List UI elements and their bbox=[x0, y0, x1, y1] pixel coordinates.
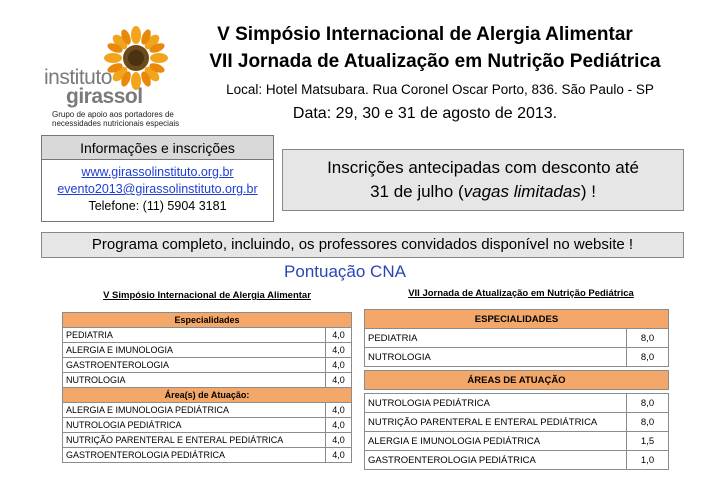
row-value: 4,0 bbox=[326, 328, 352, 343]
row-label: PEDIATRIA bbox=[63, 328, 326, 343]
sunflower-icon bbox=[104, 26, 168, 90]
table2-title: VII Jornada de Atualização em Nutrição Pediátrica bbox=[408, 288, 634, 299]
row-value: 4,0 bbox=[326, 373, 352, 388]
logo-word-girassol: girassol bbox=[66, 85, 143, 108]
table2-section-specialties: ESPECIALIDADES bbox=[365, 310, 669, 329]
table-row bbox=[63, 358, 352, 373]
table-row bbox=[63, 328, 352, 343]
row-value: 4,0 bbox=[326, 403, 352, 418]
program-notice: Programa completo, incluindo, os professores convidados disponível no website ! bbox=[41, 232, 684, 258]
row-label: NUTROLOGIA bbox=[63, 373, 326, 388]
info-heading: Informações e inscrições bbox=[42, 136, 273, 160]
event-title-jornada: VII Jornada de Atualização em Nutrição Pediátrica bbox=[209, 51, 661, 72]
table-jornada-points bbox=[364, 309, 669, 470]
row-label: ALERGIA E IMUNOLOGIA PEDIÁTRICA bbox=[63, 403, 326, 418]
info-box bbox=[41, 135, 274, 222]
row-value: 8,0 bbox=[627, 413, 669, 432]
row-value: 4,0 bbox=[326, 343, 352, 358]
row-label: NUTROLOGIA PEDIÁTRICA bbox=[365, 394, 627, 413]
table-row bbox=[63, 448, 352, 463]
row-value: 4,0 bbox=[326, 433, 352, 448]
logo-word-instituto: instituto bbox=[44, 66, 112, 89]
table-row bbox=[63, 433, 352, 448]
table1-section-areas: Área(s) de Atuação: bbox=[63, 388, 352, 403]
instituto-girassol-logo bbox=[44, 22, 184, 127]
table-row bbox=[365, 451, 669, 470]
promo-line-2 bbox=[283, 180, 683, 204]
table-simposio-points bbox=[62, 312, 352, 463]
table-row bbox=[365, 413, 669, 432]
row-label: NUTROLOGIA PEDIÁTRICA bbox=[63, 418, 326, 433]
table-row bbox=[63, 343, 352, 358]
row-label: ALERGIA E IMUNOLOGIA PEDIÁTRICA bbox=[365, 432, 627, 451]
cna-title: Pontuação CNA bbox=[284, 262, 406, 281]
row-value: 1,0 bbox=[627, 451, 669, 470]
row-value: 8,0 bbox=[627, 348, 669, 367]
table2-section-areas: ÁREAS DE ATUAÇÃO bbox=[365, 371, 669, 390]
row-label: GASTROENTEROLOGIA PEDIÁTRICA bbox=[63, 448, 326, 463]
early-registration-box bbox=[282, 149, 684, 211]
table1-section-specialties: Especialidades bbox=[63, 313, 352, 328]
event-title-simposio: V Simpósio Internacional de Alergia Alimentar bbox=[217, 24, 633, 45]
website-link[interactable]: www.girassolinstituto.org.br bbox=[81, 165, 234, 179]
table-row bbox=[63, 403, 352, 418]
table1-title: V Simpósio Internacional de Alergia Alimentar bbox=[103, 290, 311, 301]
row-label: NUTROLOGIA bbox=[365, 348, 627, 367]
row-value: 8,0 bbox=[627, 394, 669, 413]
event-date: Data: 29, 30 e 31 de agosto de 2013. bbox=[292, 105, 558, 122]
row-value: 4,0 bbox=[326, 358, 352, 373]
row-label: NUTRIÇÃO PARENTERAL E ENTERAL PEDIÁTRICA bbox=[365, 413, 627, 432]
row-label: ALERGIA E IMUNOLOGIA bbox=[63, 343, 326, 358]
table-row bbox=[63, 418, 352, 433]
row-label: GASTROENTEROLOGIA bbox=[63, 358, 326, 373]
row-value: 8,0 bbox=[627, 329, 669, 348]
promo-line-2-suffix: ) ! bbox=[580, 182, 596, 201]
row-label: NUTRIÇÃO PARENTERAL E ENTERAL PEDIÁTRICA bbox=[63, 433, 326, 448]
promo-line-1: Inscrições antecipadas com desconto até bbox=[327, 158, 639, 177]
table-row bbox=[365, 432, 669, 451]
table-row bbox=[63, 373, 352, 388]
table-row bbox=[365, 329, 669, 348]
phone-number: Telefone: (11) 5904 3181 bbox=[88, 199, 227, 213]
logo-tagline: Grupo de apoio aos portadores de necessidades nutricionais especiais bbox=[52, 110, 180, 128]
row-value: 1,5 bbox=[627, 432, 669, 451]
row-value: 4,0 bbox=[326, 418, 352, 433]
table-row bbox=[365, 348, 669, 367]
event-location: Local: Hotel Matsubara. Rua Coronel Oscar Porto, 836. São Paulo - SP bbox=[226, 82, 654, 97]
email-link[interactable]: evento2013@girassolinstituto.org.br bbox=[57, 182, 258, 196]
row-label: PEDIATRIA bbox=[365, 329, 627, 348]
promo-line-2-prefix: 31 de julho ( bbox=[370, 182, 464, 201]
row-value: 4,0 bbox=[326, 448, 352, 463]
row-label: GASTROENTEROLOGIA PEDIÁTRICA bbox=[365, 451, 627, 470]
promo-limited-seats: vagas limitadas bbox=[463, 182, 581, 201]
table-row bbox=[365, 394, 669, 413]
